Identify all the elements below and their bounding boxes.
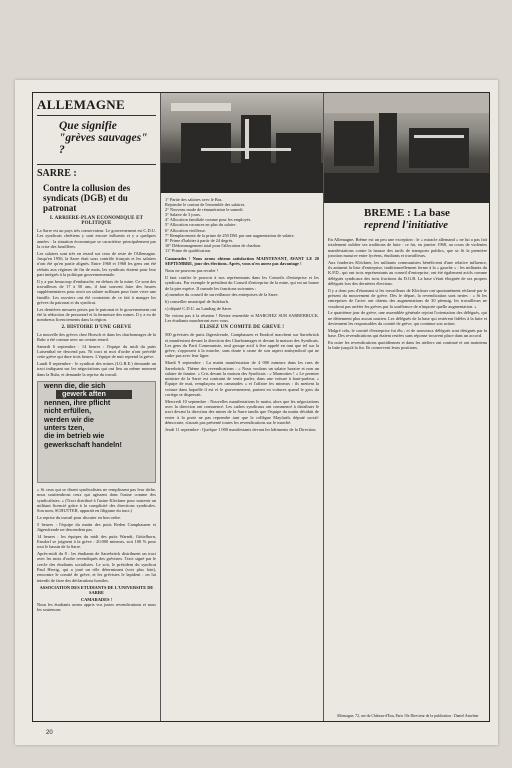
paragraph: a) membre du conseil de surveillance des entreprises de la Sarre. — [165, 292, 279, 298]
headline-sub: reprend l'initiative — [364, 219, 449, 231]
paragraph: Nous les étudiants avons appris vos justes revendications et nous les soutenons — [37, 601, 156, 613]
paragraph: En Allemagne, Brême est un peu une exception : le « miracle allemand » ne lui a pas fait totalement oublier ses traditions de lutte : ce fut, en janvier 1968, au cours de violentes manifestations contre la hausse des tarifs de transports publics, que se fit la première jonction massive entre lycéens, étudiants et travailleurs. — [328, 237, 487, 258]
demand-item: 10° Dédommagement total pour l'allocation de charbon. — [165, 242, 262, 248]
banner-line: gewerkschaft handeln! — [44, 439, 122, 449]
middle-column — [161, 93, 324, 721]
demand-item: 11° Prime de qualification. — [165, 247, 212, 253]
paragraph: 14 heures : les équipes du midi des puits Warndt, Göttelborn, Ensdorf se joignent à la grève : 20.000 mineurs, soit 100 % pour tout le bassin de la Sarre. — [37, 533, 156, 550]
paragraph: Camarades ! Nous avons obtenu satisfaction MAINTENANT, AVANT LE 20 SEPTEMBRE, jour des élections. Après, vous n'en aurez pas davantage ! — [165, 256, 319, 267]
publication-footer: Allemagne, 72, rue du Château-d'Eau, Paris 10e Directeur de la publication : Daniel Anselme — [336, 714, 479, 719]
steelworks-photo — [161, 93, 323, 193]
page-number: 20 — [46, 730, 53, 736]
paragraph: En outre les revendications quotidiennes et dans les ateliers ont continué et ont maintenu la lutte jusqu'à la fin. Ils conservent leurs positions. — [328, 339, 487, 351]
paragraph: La nouvelle des grèves chez Hoesch et dans les charbonnages de la Ruhr a été connue avec un certain retard. — [37, 331, 156, 342]
paragraph: Lundi 8 septembre : le syndicat des mines (I.G.B.E.) demande un tract indiquant sur les négociations qui ont lieu au même moment dans la Ruhr, et demande la reprise du travail. — [37, 361, 156, 377]
paragraph: La Sarre est un pays très conservateur. Le gouvernement est C.D.U. Les syndicats chrétiens y sont encore influents et y a quelques années : la situation économique se caractérise principalement par la crise des houillères. — [37, 228, 156, 249]
leaflet-banner — [37, 381, 156, 483]
region-label: SARRE : — [37, 164, 156, 179]
demand-item: 4° Allocation familiale comme pour les employés. — [165, 217, 252, 223]
demand-item: 5° Allocation vacances en plus du salaire. — [165, 222, 237, 228]
demand-item: Rejoindre le contrat de l'ensemble des salaires. — [165, 202, 246, 208]
paragraph: Aux fonderies Klöckner, les militants communistes bénéficient d'une relative influence, ils animent la liste d'entreprise, traditionnellement ferme à la « gauche » : les militants du K.P.D., qui ont trois représentants au conseil d'entreprise, ont été également actifs comme délégués syndicaux des trois fractions du D.G.B. La base s'était éloignée de ses propres délégués lors des dernières élections. — [328, 259, 487, 286]
demand-item: 1° Partie des salaires avec le Bas. — [165, 197, 223, 202]
demand-item: 6° Allocation vieillesse. — [165, 227, 206, 233]
paragraph: Ne votons pas à la réunion ! Restez ensemble et MARCHEZ SUR SARREBRUCK. Les étudiants marcheront avec vous. — [165, 312, 319, 323]
banner-line: die im betrieb wie — [44, 431, 105, 441]
paragraph: Il faut confier le pouvoir à nos représentants dans les Conseils d'entreprise et les syndicats. Par exemple le président du Conseil d'entreprise de la mine, qui est un bonze de la pire espèce. Il cumule les fonctions suivantes : — [165, 274, 319, 291]
section-title-2: 2. HISTOIRE D'UNE GREVE — [61, 324, 132, 330]
paragraph: c) député C.D.U. au Landtag de Sarre. — [165, 305, 233, 311]
paragraph: 5 heures : l'équipe du matin des puits Reden Camphausen et Jägersfreude ne descendent pas. — [37, 521, 156, 532]
paragraph: Mardi 9 septembre : La matin manifestation de 4 000 mineurs dans les rues de Sarrebrück. Thème des revendications : « Nous voulons un salaire horaire et non un salaire de famine. » Cris devant la maison des Syndicats : « Marmottes ! » Le premier ministre de la Sarre est contraint de venir parler, dans une voiture à haut-parleur, « Équipe de nuit, remplaçons ses camarades » et l'affaire les mineurs : ils mettent la voiture dans laquelle il est et le gouvernement, partent en voitures quand le gros du cortège se dispersait. — [165, 360, 319, 398]
demand-item: 7° Remplacement de la prime de 250 DM. par une augmentation de salaire. — [165, 232, 295, 238]
divider — [37, 115, 156, 116]
paragraph: Samedi 6 septembre : 14 heures : l'équipe du midi du puits Luisenthal ne descend pas. Ni tract ni mot d'ordre n'ont précédé cette grève qui dure trois heures. L'équipe de nuit reprend la grève. — [37, 343, 156, 360]
elect-heading: ELISEZ UN COMITE DE GREVE ! — [199, 325, 285, 331]
banner-line: unters tzen, — [44, 422, 85, 432]
left-column — [33, 93, 161, 721]
paragraph: Le quatrième jour de grève, une assemblée générale rejoint l'orientation des délégués, qui ne détiennent plus aucun soutien. Les délégués de la base qui restèrent fidèles à la lutte et deviennent les responsables du comité de grève, qui continue son action. — [328, 310, 487, 326]
paragraph: Mercredi 10 septembre : Nouvelles manifestations le matin, alors que les négociations avec la direction ont commencé. Les cadres syndicaux ont commencé à distribuer le tract devant la direction des mines de la Sarre tandis que l'équipe du matin décidait de rester à la porte ne pas reprendre tant que le collègue Mayfarth, député social-démocrate, n'aurait pas présenté toutes les revendications sur le marché. — [165, 398, 319, 426]
headline-main: BREME : La base — [364, 207, 450, 219]
demand-item: 8° Prime d'habiter à partir de 24 degrés. — [165, 237, 234, 243]
paragraph: b) conseiller municipal de Sulzbach. — [165, 299, 230, 305]
section-title-1: I. ARRIERE-PLAN ECONOMIQUE ET POLITIQUE — [49, 216, 144, 226]
right-column — [324, 93, 490, 721]
association-title: ASSOCIATION DES ETUDIANTS DE L'UNIVERSITE DE SARRE — [39, 584, 154, 595]
paragraph: La reprise du travail pour discuter en bon ordre. — [37, 514, 122, 520]
demand-item: 3° Salaire de 3 jours. — [165, 212, 201, 218]
article-subhead: Contre la collusion des syndicats (DGB) et du patronat — [43, 183, 131, 213]
banner-line: gewerk aften — [56, 390, 132, 398]
banner-line: werden wir die — [44, 414, 94, 424]
industrial-photo — [324, 93, 490, 203]
banner-line: nennen, ihre pflicht — [44, 397, 111, 407]
paragraph: Les dernières mesures prises par le patronat et le gouvernement ont été la réduction de personnel et la fermeture des mines. Il y a eu de nombreux licenciements dans la région. — [37, 306, 156, 323]
comrades-heading: CAMARADES ! — [80, 596, 113, 602]
breme-headline — [364, 207, 487, 231]
country-title: ALLEMAGNE — [37, 97, 125, 112]
paragraph: Après-midi du 8 : les étudiants de Sarrebrück distribuent un tract avec les mots d'ordre revendiqués des grévistes. Tract signé par le cercle des étudiants socialistes. Le soir, le président du syndicat Paul Herrig, qui a joué un rôle déterminant (voir plus loin), rencontre le comité de grève, et les grévistes le lapident : on lui interdit de faire des déclarations hostiles. — [37, 551, 156, 583]
paragraph: Nous ne pouvons pas reculer ! — [165, 268, 219, 274]
paragraph: Il y a donc peu d'étonnant si les travailleurs de Klöckner ont spontanément réclamé par le présent du mouvement de grève. Dès le départ, la revendication sont nettes : « Si les entreprises de l'acier ont obtenu des augmentations de 30 pfennig, les travailleurs ne voudront pas arrêter les grèves par la souffrance de n'importe quelle augmentation. » — [328, 287, 487, 309]
paragraph: Malgré cela, le comité d'entreprise fut élu ; et de nouveaux délégués sont désignés par la base. Des revendications qui étaient restées sans réponse trouvent place dans un accord. — [328, 327, 487, 339]
banner-line: nicht erfüllen, — [44, 406, 92, 416]
demands-list — [165, 197, 319, 253]
paragraph: Les salaires sont très en retard sur ceux de reste de l'Allemagne. Jusqu'en 1956, la Sarre était sous contrôle français et les salaires n'ont été qu'en partie alignés. Entre 1960 et 1968 les gens ont été réduits aux régimes de fin de mois, les syndicats étaient pour leur part intégrés à la politique gouvernementale. — [37, 250, 156, 277]
demand-item: 2° Nouveau mode de rémunération le samedi. — [165, 207, 244, 213]
article-frame — [32, 92, 490, 722]
article-headline: Que signifie "grèves sauvages" ? — [59, 120, 148, 156]
paragraph: Jeudi 11 septembre : Quelque 1 000 manifestants devant les bâtiments de la Direction. — [165, 426, 317, 432]
quote-paragraph: « Si ceux qui se disent syndicalistes ne remplissent pas leur tâche, nous soutiendrons ceux qui agissent dans l'usine comme des syndicalistes. » (Tract distribué à l'usine Klöckner pour soutenir un militant licencié grâce à la complicité des directions syndicales. Son nom, SCHUTTER, apparaît en filigrane du tract.) — [37, 486, 156, 514]
paragraph: 500 grévistes de puits Jägersfreude, Camphausen et Ensdorf marchent sur Sarrebrück et manifestent devant la direction des Charbonnages et devant la maison des Syndicats. Les gens du Parti Communiste, seul groupe actif à être appelé en tant que tel sur la grève, s'opposent à la marche, sans doute à cause de son aspect antisyndical qui ne cadre pas avec leur ligne. — [165, 332, 319, 359]
paragraph: Il y a pas beaucoup d'embauche, en dehors de la mine. Ce sont des travailleurs de 17 à 50 ans, il faut souvent faire des heures supplémentaires pour avoir un salaire suffisant pour faire vivre une famille. Les ouvriers ont été contraints de ce fait à manger les grèves du patronat et du syndicat. — [37, 278, 156, 305]
banner-line: wenn die, die sich — [44, 380, 106, 390]
